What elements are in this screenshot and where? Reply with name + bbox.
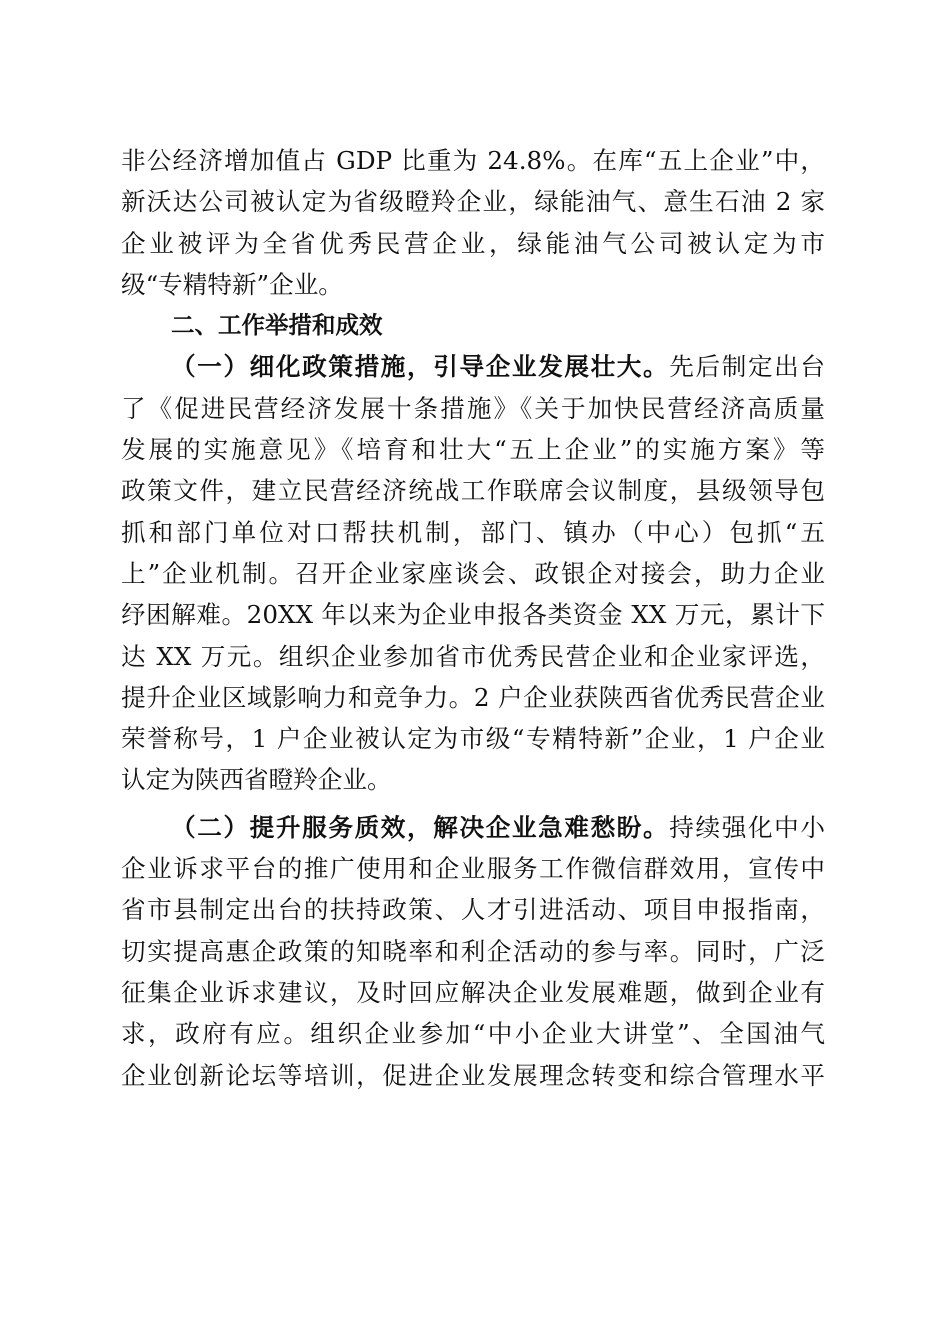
paragraph-line: 非公经济增加值占 GDP 比重为 24.8%。在库“五上企业”中，	[121, 146, 825, 175]
paragraph-line: 省市县制定出台的扶持政策、人才引进活动、项目申报指南，	[121, 895, 825, 925]
subsection-title: （一）细化政策措施，引导企业发展壮大。	[171, 352, 670, 382]
paragraph-line: 提升企业区域影响力和竞争力。2 户企业获陕西省优秀民营企业	[121, 682, 825, 712]
section-heading: 二、工作举措和成效	[171, 311, 383, 340]
paragraph-line: 企业创新论坛等培训，促进企业发展理念转变和综合管理水平	[121, 1060, 825, 1090]
paragraph-line: 求，政府有应。组织企业参加“中小企业大讲堂”、全国油气	[121, 1019, 825, 1049]
paragraph-line: 认定为陕西省瞪羚企业。	[121, 765, 392, 795]
subsection-first-line	[121, 346, 825, 387]
paragraph-line: 发展的实施意见》《培育和壮大“五上企业”的实施方案》等	[121, 435, 825, 465]
paragraph-line: 政策文件，建立民营经济统战工作联席会议制度，县级领导包	[121, 476, 825, 506]
subsection-first-line	[121, 807, 825, 848]
paragraph-line: 征集企业诉求建议，及时回应解决企业发展难题，做到企业有	[121, 977, 825, 1007]
subsection-text: 持续强化中小	[669, 812, 825, 842]
paragraph-line: 级“专精特新”企业。	[121, 269, 343, 299]
paragraph-line: 切实提高惠企政策的知晓率和利企活动的参与率。同时，广泛	[121, 936, 825, 966]
subsection-text: 先后制定出台	[669, 352, 825, 382]
paragraph-line: 企业诉求平台的推广使用和企业服务工作微信群效用，宣传中	[121, 854, 825, 884]
subsection-title: （二）提升服务质效，解决企业急难愁盼。	[171, 812, 670, 842]
paragraph-line: 荣誉称号，1 户企业被认定为市级“专精特新”企业，1 户企业	[121, 724, 825, 754]
paragraph-line: 新沃达公司被认定为省级瞪羚企业，绿能油气、意生石油 2 家	[121, 187, 825, 217]
paragraph-line: 上”企业机制。召开企业家座谈会、政银企对接会，助力企业	[121, 558, 825, 588]
document-body	[121, 140, 825, 1096]
paragraph-line: 抓和部门单位对口帮扶机制，部门、镇办（中心）包抓“五	[121, 517, 825, 547]
paragraph-line: 纾困解难。20XX 年以来为企业申报各类资金 XX 万元，累计下	[121, 600, 825, 630]
paragraph-line: 达 XX 万元。组织企业参加省市优秀民营企业和企业家评选，	[121, 641, 825, 671]
paragraph-line: 企业被评为全省优秀民营企业，绿能油气公司被认定为市	[121, 228, 825, 258]
paragraph-line: 了《促进民营经济发展十条措施》《关于加快民营经济高质量	[121, 393, 825, 423]
